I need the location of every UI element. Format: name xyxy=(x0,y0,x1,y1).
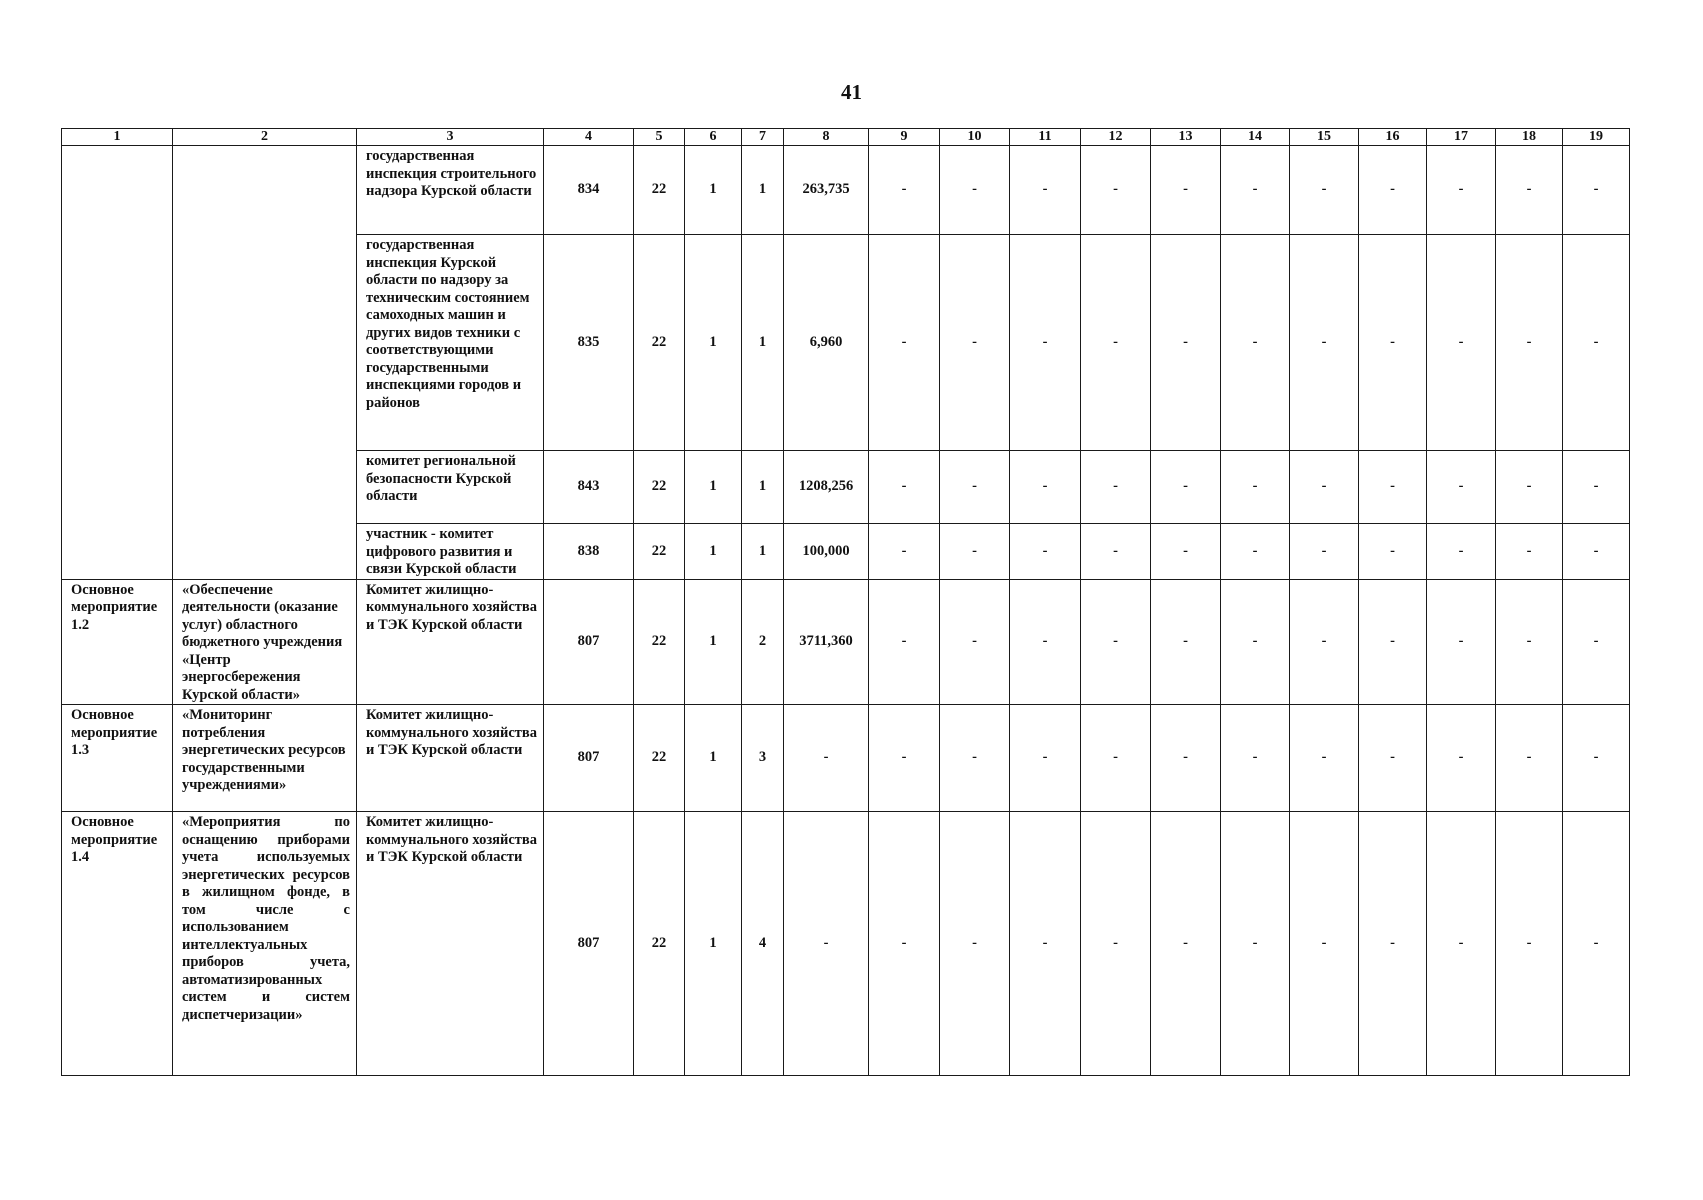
cell: - xyxy=(1290,451,1359,524)
cell: - xyxy=(1290,705,1359,812)
executor-cell: Комитет жилищно-коммунального хозяйства и ТЭК Курской области xyxy=(357,705,544,812)
cell: - xyxy=(1563,812,1630,1076)
cell: 807 xyxy=(544,812,634,1076)
col-header: 16 xyxy=(1359,129,1427,146)
cell: - xyxy=(1221,451,1290,524)
col-header: 3 xyxy=(357,129,544,146)
cell: - xyxy=(1563,524,1630,580)
cell: 1 xyxy=(742,524,784,580)
cell: 1 xyxy=(742,235,784,451)
cell: - xyxy=(1290,579,1359,705)
cell: - xyxy=(1290,524,1359,580)
cell: - xyxy=(940,146,1010,235)
cell: 807 xyxy=(544,579,634,705)
cell: 1208,256 xyxy=(784,451,869,524)
cell: - xyxy=(1427,812,1496,1076)
table-row xyxy=(62,146,1630,235)
cell: - xyxy=(1496,451,1563,524)
cell: - xyxy=(1010,524,1081,580)
cell: 1 xyxy=(685,235,742,451)
col-header: 4 xyxy=(544,129,634,146)
cell: - xyxy=(1010,146,1081,235)
cell: - xyxy=(1563,235,1630,451)
cell: - xyxy=(1221,524,1290,580)
cell: 100,000 xyxy=(784,524,869,580)
measure-title-cell: «Мониторинг потребления энергетических ресурсов государственными учреждениями» xyxy=(173,705,357,812)
cell: - xyxy=(1427,235,1496,451)
cell: 22 xyxy=(634,451,685,524)
cell: 835 xyxy=(544,235,634,451)
cell: - xyxy=(1081,146,1151,235)
cell: - xyxy=(1151,146,1221,235)
col-header: 15 xyxy=(1290,129,1359,146)
cell: - xyxy=(784,812,869,1076)
col-header: 9 xyxy=(869,129,940,146)
executor-cell: комитет региональной безопасности Курской области xyxy=(357,451,544,524)
col-header: 11 xyxy=(1010,129,1081,146)
table-row xyxy=(62,812,1630,1076)
empty-cell xyxy=(173,146,357,580)
cell: - xyxy=(1563,579,1630,705)
cell: - xyxy=(1359,451,1427,524)
cell: - xyxy=(1151,705,1221,812)
cell: - xyxy=(1010,705,1081,812)
cell: - xyxy=(1081,705,1151,812)
col-header: 19 xyxy=(1563,129,1630,146)
cell: - xyxy=(869,451,940,524)
executor-cell: государственная инспекция строительного надзора Курской области xyxy=(357,146,544,235)
cell: - xyxy=(869,705,940,812)
cell: - xyxy=(1496,146,1563,235)
cell: - xyxy=(869,235,940,451)
cell: - xyxy=(1151,812,1221,1076)
cell: - xyxy=(1496,524,1563,580)
cell: - xyxy=(940,705,1010,812)
cell: - xyxy=(940,524,1010,580)
empty-cell xyxy=(62,146,173,580)
cell: 3711,360 xyxy=(784,579,869,705)
col-header: 14 xyxy=(1221,129,1290,146)
cell: - xyxy=(1563,146,1630,235)
measure-number-cell: Основное мероприятие 1.2 xyxy=(62,579,173,705)
cell: - xyxy=(1081,524,1151,580)
cell: 1 xyxy=(685,812,742,1076)
cell: - xyxy=(1359,235,1427,451)
cell: - xyxy=(1081,579,1151,705)
col-header: 18 xyxy=(1496,129,1563,146)
table-row xyxy=(62,705,1630,812)
cell: - xyxy=(1010,812,1081,1076)
cell: - xyxy=(940,812,1010,1076)
cell: 22 xyxy=(634,579,685,705)
col-header: 7 xyxy=(742,129,784,146)
cell: 1 xyxy=(685,146,742,235)
cell: - xyxy=(1427,705,1496,812)
cell: - xyxy=(1151,235,1221,451)
col-header: 5 xyxy=(634,129,685,146)
cell: - xyxy=(1427,524,1496,580)
cell: - xyxy=(1081,812,1151,1076)
cell: 1 xyxy=(685,579,742,705)
cell: 1 xyxy=(742,451,784,524)
cell: - xyxy=(1010,451,1081,524)
cell: - xyxy=(1359,524,1427,580)
measure-title-cell: «Мероприятия по оснащению приборами учета используемых энергетических ресурсов в жилищном фонде, в том числе с использованием интеллектуальных приборов учета, автоматизированных систем и систем диспетчеризации» xyxy=(173,812,357,1076)
cell: 1 xyxy=(685,524,742,580)
cell: 4 xyxy=(742,812,784,1076)
cell: - xyxy=(1359,705,1427,812)
col-header: 8 xyxy=(784,129,869,146)
cell: - xyxy=(1359,812,1427,1076)
cell: - xyxy=(1221,146,1290,235)
cell: 843 xyxy=(544,451,634,524)
cell: - xyxy=(1496,812,1563,1076)
col-header: 17 xyxy=(1427,129,1496,146)
cell: - xyxy=(1427,579,1496,705)
cell: - xyxy=(869,812,940,1076)
col-header: 12 xyxy=(1081,129,1151,146)
cell: 1 xyxy=(742,146,784,235)
cell: 22 xyxy=(634,812,685,1076)
table-row xyxy=(62,579,1630,705)
cell: 6,960 xyxy=(784,235,869,451)
page-number: 41 xyxy=(841,80,862,104)
table-header-row xyxy=(62,129,1630,146)
cell: - xyxy=(1151,451,1221,524)
cell: - xyxy=(1290,812,1359,1076)
cell: - xyxy=(1290,146,1359,235)
cell: 834 xyxy=(544,146,634,235)
cell: - xyxy=(1081,451,1151,524)
cell: 22 xyxy=(634,524,685,580)
col-header: 13 xyxy=(1151,129,1221,146)
cell: - xyxy=(1081,235,1151,451)
cell: - xyxy=(1010,235,1081,451)
cell: 838 xyxy=(544,524,634,580)
cell: - xyxy=(1427,146,1496,235)
cell: - xyxy=(940,579,1010,705)
measure-title-cell: «Обеспечение деятельности (оказание услуг) областного бюджетного учреждения «Центр энергосбережения Курской области» xyxy=(173,579,357,705)
cell: - xyxy=(869,146,940,235)
cell: 263,735 xyxy=(784,146,869,235)
cell: 22 xyxy=(634,705,685,812)
cell: - xyxy=(1359,146,1427,235)
executor-cell: участник - комитет цифрового развития и связи Курской области xyxy=(357,524,544,580)
measure-number-cell: Основное мероприятие 1.3 xyxy=(62,705,173,812)
cell: - xyxy=(1221,812,1290,1076)
cell: 22 xyxy=(634,146,685,235)
cell: - xyxy=(940,451,1010,524)
cell: - xyxy=(1496,579,1563,705)
cell: - xyxy=(1010,579,1081,705)
cell: - xyxy=(1221,235,1290,451)
cell: - xyxy=(1359,579,1427,705)
cell: - xyxy=(940,235,1010,451)
col-header: 1 xyxy=(62,129,173,146)
cell: 807 xyxy=(544,705,634,812)
executor-cell: Комитет жилищно-коммунального хозяйства и ТЭК Курской области xyxy=(357,812,544,1076)
measure-number-cell: Основное мероприятие 1.4 xyxy=(62,812,173,1076)
executor-cell: Комитет жилищно-коммунального хозяйства и ТЭК Курской области xyxy=(357,579,544,705)
cell: - xyxy=(869,579,940,705)
cell: - xyxy=(1563,705,1630,812)
cell: 1 xyxy=(685,451,742,524)
cell: 2 xyxy=(742,579,784,705)
cell: - xyxy=(1496,705,1563,812)
cell: - xyxy=(1151,524,1221,580)
col-header: 6 xyxy=(685,129,742,146)
cell: 22 xyxy=(634,235,685,451)
cell: 1 xyxy=(685,705,742,812)
cell: - xyxy=(1427,451,1496,524)
cell: - xyxy=(784,705,869,812)
cell: - xyxy=(1290,235,1359,451)
executor-cell: государственная инспекция Курской области по надзору за техническим состоянием самоходных машин и других видов техники с соответствующими государственными инспекциями городов и районов xyxy=(357,235,544,451)
col-header: 2 xyxy=(173,129,357,146)
cell: - xyxy=(1563,451,1630,524)
cell: - xyxy=(1221,579,1290,705)
cell: - xyxy=(1221,705,1290,812)
col-header: 10 xyxy=(940,129,1010,146)
budget-table xyxy=(61,128,1630,1076)
cell: - xyxy=(869,524,940,580)
cell: - xyxy=(1151,579,1221,705)
cell: 3 xyxy=(742,705,784,812)
cell: - xyxy=(1496,235,1563,451)
